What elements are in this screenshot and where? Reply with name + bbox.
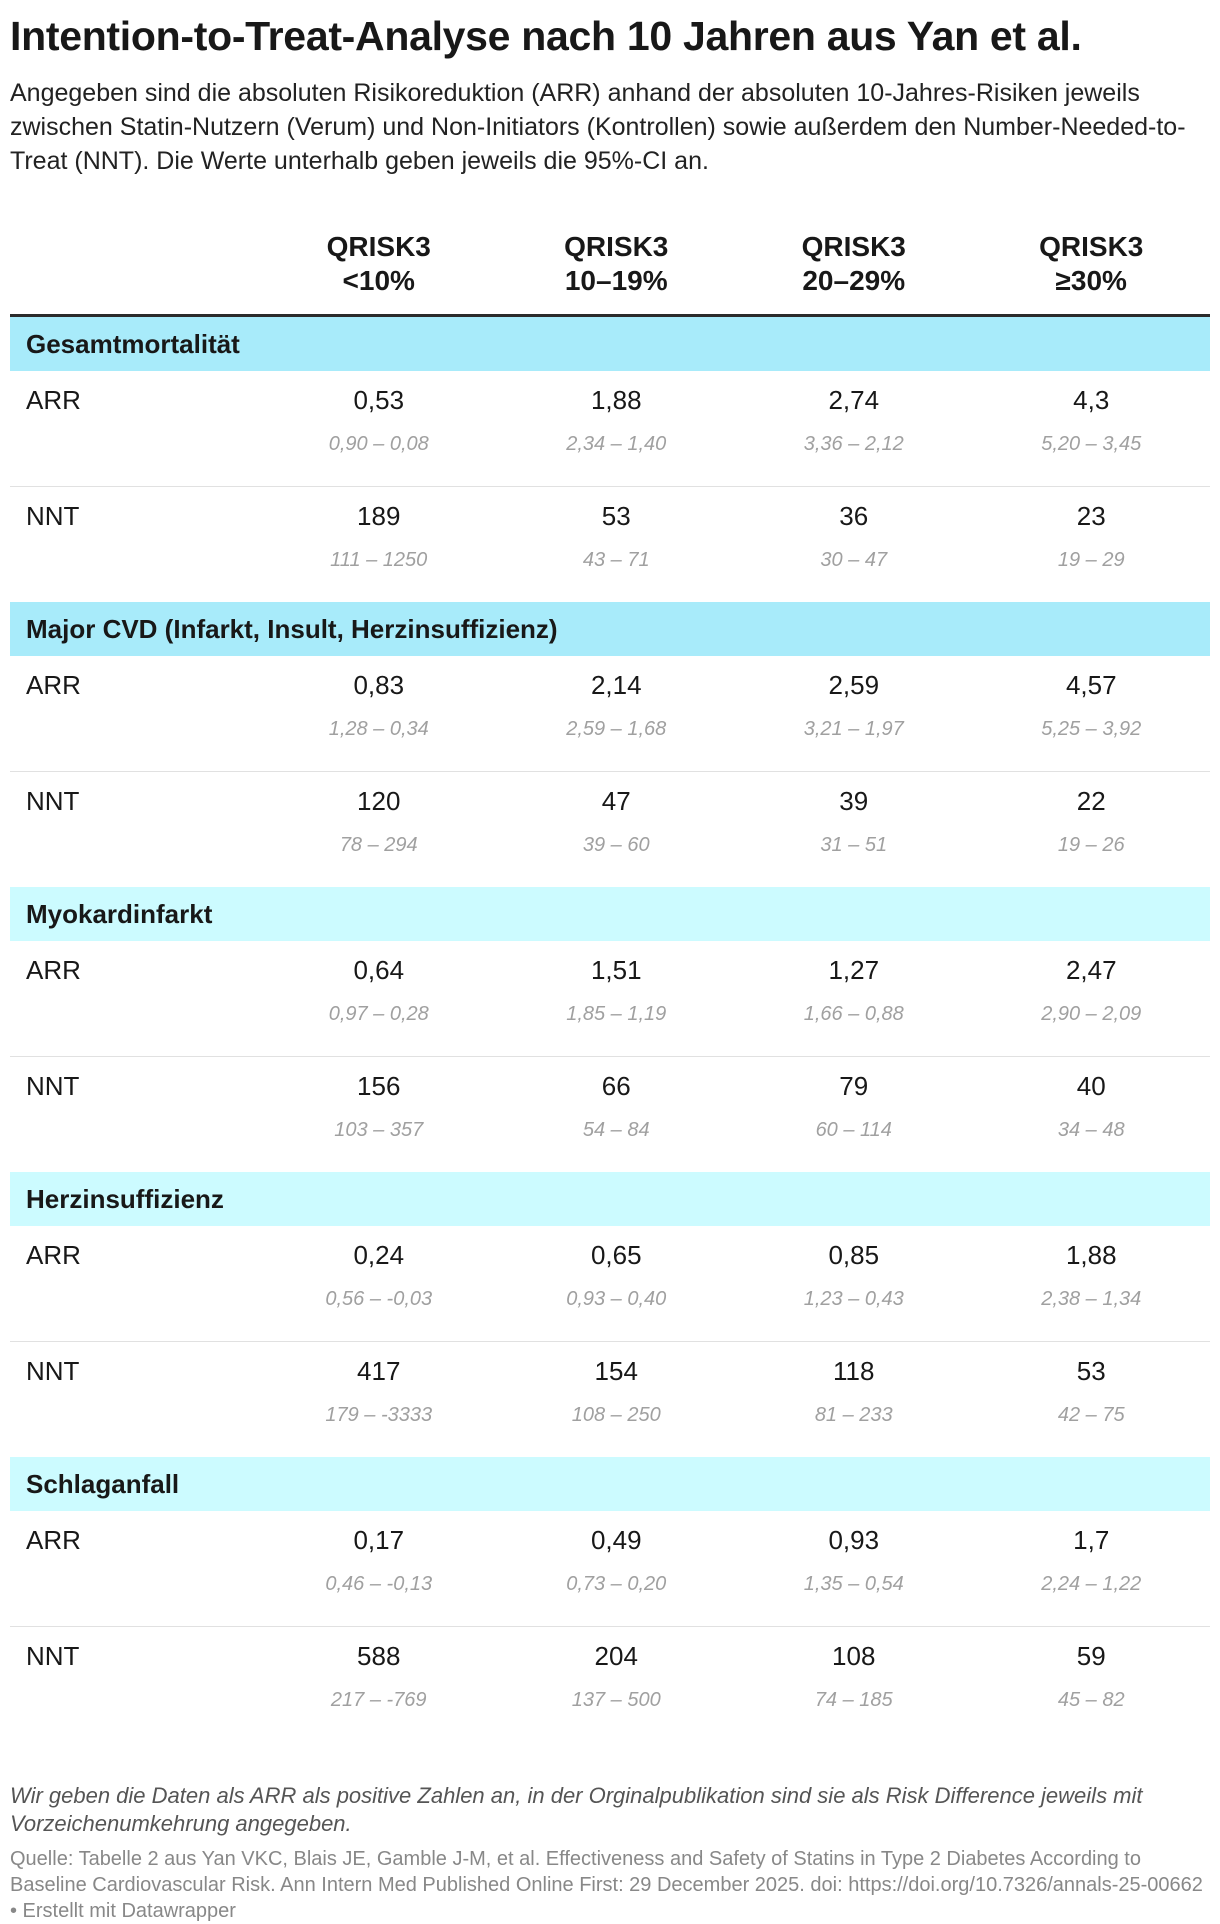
cell-ci: 3,36 – 2,12 <box>803 433 904 455</box>
row-label: NNT <box>26 1071 80 1101</box>
table-cell <box>498 656 736 772</box>
column-header-line1: QRISK3 <box>801 231 906 262</box>
cell-ci: 1,85 – 1,19 <box>566 1003 667 1025</box>
cell-value: 0,64 <box>353 955 405 985</box>
cell-ci: 2,90 – 2,09 <box>1041 1003 1142 1025</box>
column-header-line2: <10% <box>342 265 415 296</box>
table-row <box>10 1226 1210 1342</box>
table-row <box>10 772 1210 888</box>
table-body <box>10 316 1210 1743</box>
table-cell <box>973 941 1211 1057</box>
column-header <box>735 230 973 316</box>
section-row <box>10 316 1210 372</box>
row-label: NNT <box>26 1641 80 1671</box>
cell-ci: 60 – 114 <box>815 1119 892 1141</box>
table-cell <box>260 1511 498 1627</box>
footnote: Wir geben die Daten als ARR als positive Zahlen an, in der Orginalpublikation sind sie als Risk Difference jeweils mit Vorzeichenumkehrung angegeben. <box>10 1783 1143 1836</box>
table-cell <box>973 656 1211 772</box>
column-header-line2: 10–19% <box>564 265 668 296</box>
table-row <box>10 941 1210 1057</box>
cell-value: 1,51 <box>590 955 642 985</box>
section-title: Myokardinfarkt <box>10 887 1210 941</box>
section-title: Gesamtmortalität <box>10 316 1210 372</box>
table-cell <box>735 371 973 487</box>
cell-value: 2,74 <box>828 385 880 415</box>
table-row <box>10 656 1210 772</box>
cell-ci: 2,34 – 1,40 <box>566 433 667 455</box>
cell-ci: 19 – 26 <box>1057 834 1125 856</box>
cell-value: 1,88 <box>1065 1240 1117 1270</box>
table-cell <box>735 487 973 603</box>
cell-ci: 43 – 71 <box>582 549 650 571</box>
cell-ci: 0,56 – -0,03 <box>325 1288 433 1310</box>
cell-value: 120 <box>357 786 401 816</box>
cell-ci: 19 – 29 <box>1057 549 1125 571</box>
cell-value: 0,53 <box>353 385 405 415</box>
cell-value: 36 <box>839 501 869 531</box>
cell-value: 39 <box>839 786 869 816</box>
cell-value: 4,3 <box>1073 385 1110 415</box>
section-title: Schlaganfall <box>10 1457 1210 1511</box>
cell-value: 0,49 <box>590 1525 642 1555</box>
table-cell <box>260 656 498 772</box>
table-cell <box>260 1342 498 1458</box>
cell-value: 0,85 <box>828 1240 880 1270</box>
cell-ci: 1,35 – 0,54 <box>803 1573 904 1595</box>
cell-ci: 1,28 – 0,34 <box>328 718 429 740</box>
cell-ci: 0,97 – 0,28 <box>328 1003 429 1025</box>
cell-ci: 111 – 1250 <box>330 549 428 571</box>
table-cell <box>973 1627 1211 1743</box>
cell-ci: 45 – 82 <box>1057 1689 1125 1711</box>
table-cell <box>735 1342 973 1458</box>
cell-value: 53 <box>601 501 631 531</box>
table-cell <box>260 1226 498 1342</box>
table-cell <box>260 772 498 888</box>
section-row <box>10 1457 1210 1511</box>
cell-value: 0,17 <box>353 1525 405 1555</box>
cell-value: 4,57 <box>1065 670 1117 700</box>
cell-value: 108 <box>832 1641 876 1671</box>
column-header-line2: 20–29% <box>802 265 906 296</box>
column-header <box>260 230 498 316</box>
cell-value: 66 <box>601 1071 631 1101</box>
cell-ci: 0,73 – 0,20 <box>566 1573 667 1595</box>
cell-value: 0,83 <box>353 670 405 700</box>
cell-value: 40 <box>1076 1071 1106 1101</box>
table-cell <box>260 487 498 603</box>
table-cell <box>735 656 973 772</box>
cell-ci: 2,59 – 1,68 <box>566 718 667 740</box>
cell-ci: 31 – 51 <box>820 834 888 856</box>
section-row <box>10 887 1210 941</box>
row-label: ARR <box>10 1511 260 1627</box>
cell-value: 23 <box>1076 501 1106 531</box>
table-cell <box>498 1511 736 1627</box>
table-cell <box>973 1057 1211 1173</box>
table-cell <box>735 1226 973 1342</box>
cell-value: 1,88 <box>590 385 642 415</box>
table-cell <box>260 371 498 487</box>
cell-value: 417 <box>357 1356 401 1386</box>
cell-value: 53 <box>1076 1356 1106 1386</box>
row-label: NNT <box>26 501 80 531</box>
cell-value: 156 <box>357 1071 401 1101</box>
cell-ci: 30 – 47 <box>820 549 888 571</box>
section-row <box>10 602 1210 656</box>
table-cell <box>260 1057 498 1173</box>
column-header <box>973 230 1211 316</box>
table-cell <box>735 1057 973 1173</box>
cell-ci: 217 – -769 <box>330 1689 427 1711</box>
cell-ci: 5,25 – 3,92 <box>1041 718 1142 740</box>
table-cell <box>498 371 736 487</box>
cell-ci: 1,66 – 0,88 <box>803 1003 904 1025</box>
header-row <box>10 230 1210 316</box>
cell-ci: 179 – -3333 <box>325 1404 433 1426</box>
data-table <box>10 230 1210 1742</box>
cell-ci: 54 – 84 <box>582 1119 650 1141</box>
cell-value: 2,14 <box>590 670 642 700</box>
table-cell <box>498 487 736 603</box>
cell-ci: 137 – 500 <box>571 1689 661 1711</box>
row-label: ARR <box>10 941 260 1057</box>
column-header-line1: QRISK3 <box>564 231 669 262</box>
table-row <box>10 1057 1210 1173</box>
table-row <box>10 371 1210 487</box>
column-header-line1: QRISK3 <box>1039 231 1144 262</box>
row-label: ARR <box>10 656 260 772</box>
table-cell <box>260 1627 498 1743</box>
table-row <box>10 1511 1210 1627</box>
table-cell <box>498 772 736 888</box>
table-cell <box>735 941 973 1057</box>
chart-subtitle: Angegeben sind die absoluten Risikoreduktion (ARR) anhand der absoluten 10-Jahres-Risiken jeweils zwischen Statin-Nutzern (Verum) und Non-Initiators (Kontrollen) sowie außerdem den Number-Needed-to-Treat (NNT). Die Werte unterhalb geben jeweils die 95%-CI an. <box>10 79 1186 175</box>
cell-ci: 42 – 75 <box>1057 1404 1125 1426</box>
table-row <box>10 1342 1210 1458</box>
cell-ci: 34 – 48 <box>1057 1119 1125 1141</box>
table-cell <box>498 1057 736 1173</box>
cell-value: 47 <box>601 786 631 816</box>
cell-value: 22 <box>1076 786 1106 816</box>
table-row <box>10 1627 1210 1743</box>
cell-value: 2,59 <box>828 670 880 700</box>
cell-value: 2,47 <box>1065 955 1117 985</box>
row-label: ARR <box>10 1226 260 1342</box>
cell-value: 588 <box>357 1641 401 1671</box>
cell-ci: 39 – 60 <box>582 834 650 856</box>
header-empty <box>10 230 260 316</box>
cell-value: 0,65 <box>590 1240 642 1270</box>
cell-ci: 0,90 – 0,08 <box>328 433 429 455</box>
chart-title: Intention-to-Treat-Analyse nach 10 Jahren aus Yan et al. <box>10 13 1082 59</box>
table-cell <box>735 1511 973 1627</box>
table-cell <box>973 371 1211 487</box>
cell-ci: 81 – 233 <box>814 1404 893 1426</box>
cell-ci: 74 – 185 <box>814 1689 893 1711</box>
cell-ci: 0,46 – -0,13 <box>325 1573 433 1595</box>
section-title: Herzinsuffizienz <box>10 1172 1210 1226</box>
cell-value: 59 <box>1076 1641 1106 1671</box>
cell-ci: 78 – 294 <box>339 834 418 856</box>
cell-ci: 1,23 – 0,43 <box>803 1288 904 1310</box>
cell-ci: 103 – 357 <box>334 1119 424 1141</box>
column-header <box>498 230 736 316</box>
cell-value: 1,7 <box>1073 1525 1110 1555</box>
table-cell <box>260 941 498 1057</box>
table-cell <box>973 1342 1211 1458</box>
cell-ci: 0,93 – 0,40 <box>566 1288 667 1310</box>
row-label: NNT <box>26 786 80 816</box>
source-line: Quelle: Tabelle 2 aus Yan VKC, Blais JE, Gamble J-M, et al. Effectiveness and Safety of Statins in Type 2 Diabetes According to Baseline Cardiovascular Risk. Ann Intern Med Published Online First: 29 December 2025. doi: https://doi.org/10.7326/annals-25-00662 • Erstellt mit Datawrapper <box>10 1848 1203 1922</box>
table-cell <box>498 1627 736 1743</box>
cell-value: 1,27 <box>828 955 880 985</box>
table-cell <box>973 487 1211 603</box>
cell-ci: 5,20 – 3,45 <box>1041 433 1142 455</box>
cell-ci: 3,21 – 1,97 <box>803 718 904 740</box>
cell-ci: 108 – 250 <box>571 1404 661 1426</box>
table-cell <box>973 1511 1211 1627</box>
cell-value: 204 <box>594 1641 638 1671</box>
table-row <box>10 487 1210 603</box>
table-cell <box>973 1226 1211 1342</box>
table-cell <box>498 941 736 1057</box>
cell-ci: 2,38 – 1,34 <box>1041 1288 1142 1310</box>
table-cell <box>498 1226 736 1342</box>
table-cell <box>735 1627 973 1743</box>
cell-value: 154 <box>594 1356 638 1386</box>
cell-value: 0,93 <box>828 1525 880 1555</box>
column-header-line2: ≥30% <box>1055 265 1127 296</box>
row-label: ARR <box>10 371 260 487</box>
cell-value: 0,24 <box>353 1240 405 1270</box>
section-title: Major CVD (Infarkt, Insult, Herzinsuffizienz) <box>10 602 1210 656</box>
cell-value: 79 <box>839 1071 869 1101</box>
table-cell <box>973 772 1211 888</box>
row-label: NNT <box>26 1356 80 1386</box>
section-row <box>10 1172 1210 1226</box>
cell-value: 189 <box>357 501 401 531</box>
cell-ci: 2,24 – 1,22 <box>1041 1573 1142 1595</box>
table-cell <box>735 772 973 888</box>
cell-value: 118 <box>833 1356 875 1386</box>
table-cell <box>498 1342 736 1458</box>
column-header-line1: QRISK3 <box>326 231 431 262</box>
